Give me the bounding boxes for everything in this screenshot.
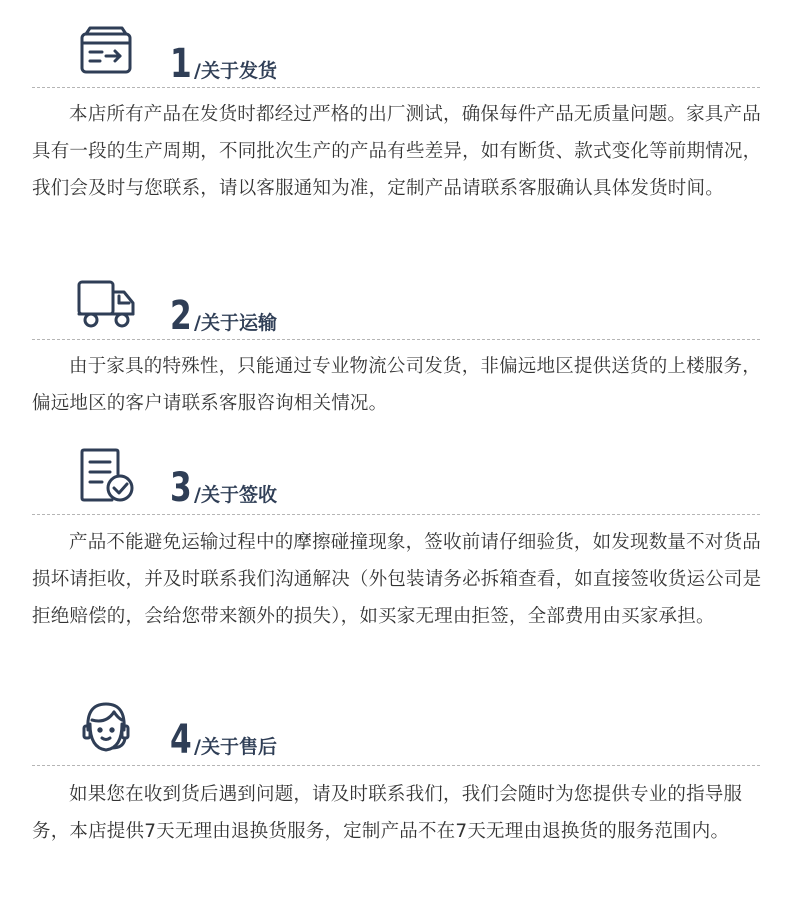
section-body-text: 本店所有产品在发货时都经过严格的出厂测试，确保每件产品无质量问题。家具产品具有一段的生产周期，不同批次生产的产品有些差异，如有断货、款式变化等前期情况，我们会及时与您联系，请以客服通知为准，定制产品请联系客服确认具体发货时间。: [32, 104, 762, 199]
section-number: 4: [170, 717, 192, 763]
section-body-text: 产品不能避免运输过程中的摩擦碰撞现象，签收前请仔细验货，如发现数量不对货品损坏请拒收，并及时联系我们沟通解决（外包装请务必拆箱查看，如直接签收货运公司是拒绝赔偿的，会给您带来额外的损失），如买家无理由拒签，全部费用由买家承担。: [32, 532, 762, 627]
section-title-text: /关于售后: [194, 736, 277, 758]
dashed-divider: [32, 87, 760, 88]
section-title-text: /关于签收: [194, 484, 277, 506]
customer-service-icon: [76, 700, 136, 756]
receipt-check-icon: [76, 448, 136, 504]
section-number: 2: [170, 293, 192, 339]
section-header: [0, 700, 790, 763]
section-body-text: 如果您在收到货后遇到问题，请及时联系我们，我们会随时为您提供专业的指导服务，本店提供7天无理由退换货服务，定制产品不在7天无理由退换货的服务范围内。: [32, 784, 743, 842]
section-title: [170, 714, 277, 763]
section-header: [0, 24, 790, 87]
box-icon: [76, 24, 136, 80]
section-title-text: /关于运输: [194, 312, 277, 334]
dashed-divider: [32, 514, 760, 515]
section-title: [170, 290, 277, 339]
section-title: [170, 462, 277, 511]
section-number: 3: [170, 465, 192, 511]
section-title-text: /关于发货: [194, 60, 277, 82]
section-header: [0, 448, 790, 511]
truck-icon: [76, 276, 136, 332]
section-body-text: 由于家具的特殊性，只能通过专业物流公司发货，非偏远地区提供送货的上楼服务，偏远地区的客户请联系客服咨询相关情况。: [32, 356, 761, 414]
section-title: [170, 38, 277, 87]
section-header: [0, 276, 790, 339]
dashed-divider: [32, 765, 760, 766]
dashed-divider: [32, 339, 760, 340]
section-number: 1: [170, 41, 192, 87]
